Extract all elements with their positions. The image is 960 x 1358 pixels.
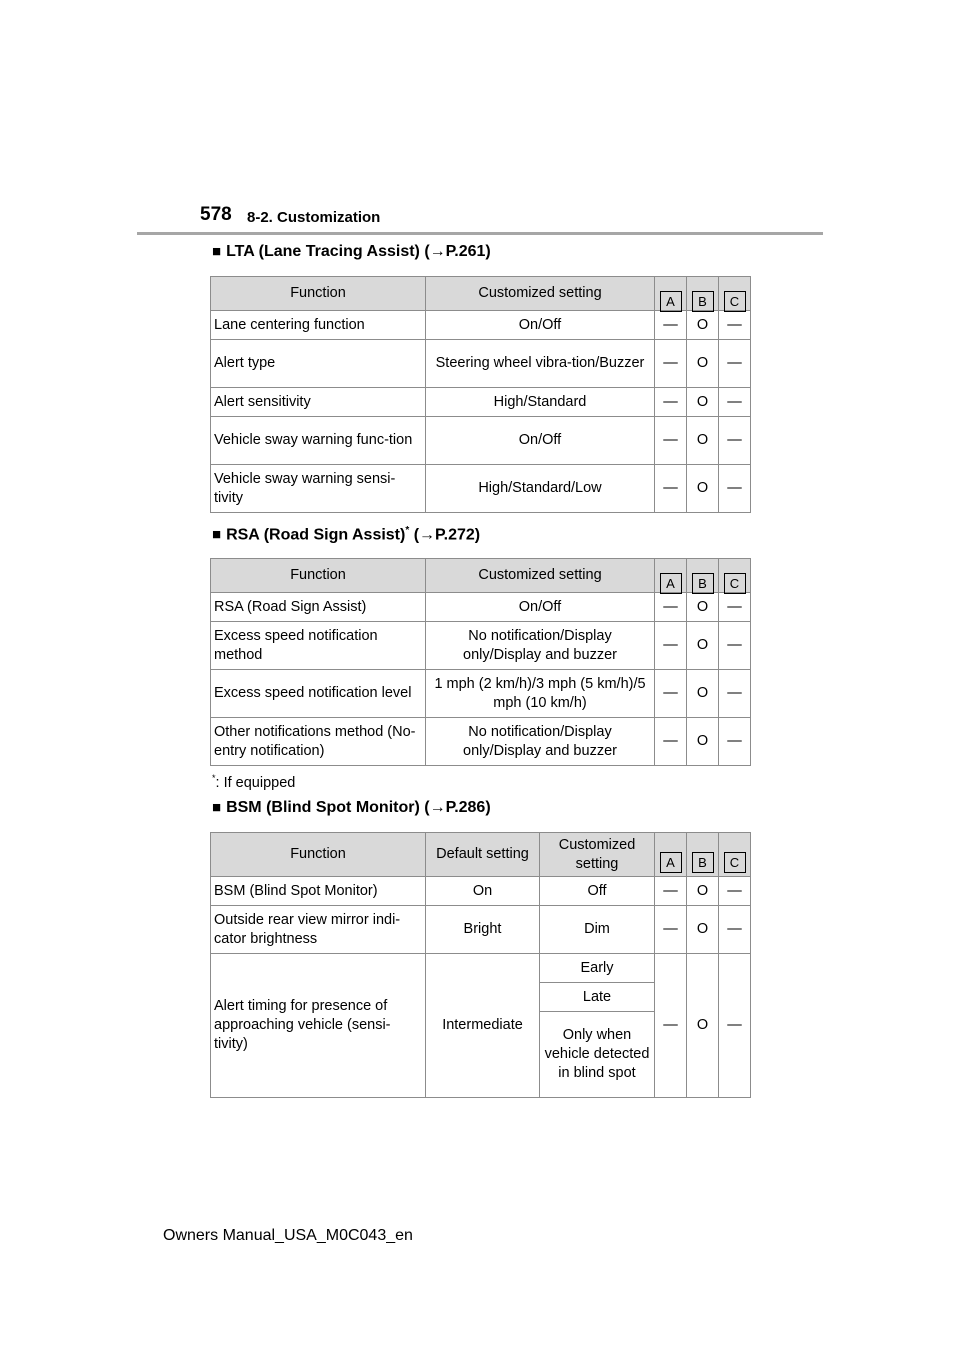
lta-section-title bbox=[212, 243, 491, 261]
square-bullet-icon: ■ bbox=[212, 526, 222, 544]
col-c: C bbox=[719, 833, 751, 877]
col-c: C bbox=[719, 559, 751, 593]
arrow-icon: → bbox=[429, 243, 446, 260]
footer-text: Owners Manual_USA_M0C043_en bbox=[163, 1227, 413, 1244]
table-row: Only when vehicle detected in blind spot bbox=[211, 1012, 751, 1098]
rsa-page-ref[interactable]: P.272) bbox=[435, 526, 481, 544]
bsm-page-ref[interactable]: P.286) bbox=[445, 799, 491, 816]
col-function: Function bbox=[211, 833, 426, 877]
col-customized-setting: Customized setting bbox=[426, 559, 655, 593]
table-row: BSM (Blind Spot Monitor) On Off — O — bbox=[211, 877, 751, 906]
footnote-star: * bbox=[212, 773, 216, 783]
rsa-title-text: RSA (Road Sign Assist) bbox=[226, 526, 406, 544]
header-rule bbox=[137, 232, 823, 235]
col-a: A bbox=[655, 559, 687, 593]
square-bullet-icon: ■ bbox=[212, 243, 222, 260]
col-c: C bbox=[719, 277, 751, 311]
col-a: A bbox=[655, 277, 687, 311]
page-number: 578 bbox=[200, 204, 232, 225]
table-row: Vehicle sway warning sensi-tivity High/Standard/Low — O — bbox=[211, 465, 751, 513]
arrow-icon: → bbox=[419, 526, 436, 544]
table-row: Late bbox=[211, 983, 751, 1012]
rsa-section-title bbox=[212, 525, 480, 544]
footnote-text: : If equipped bbox=[215, 774, 296, 791]
col-customized-setting: Customized setting bbox=[540, 833, 655, 877]
section-header: 8-2. Customization bbox=[247, 209, 381, 226]
col-b: B bbox=[687, 277, 719, 311]
col-customized-setting: Customized setting bbox=[426, 277, 655, 311]
table-row: RSA (Road Sign Assist) On/Off — O — bbox=[211, 593, 751, 622]
table-row: Vehicle sway warning func-tion On/Off — O — bbox=[211, 417, 751, 465]
arrow-icon: → bbox=[429, 799, 446, 816]
lta-table bbox=[210, 276, 751, 513]
col-default-setting: Default setting bbox=[426, 833, 540, 877]
table-row: Outside rear view mirror indi-cator brightness Bright Dim — O — bbox=[211, 906, 751, 954]
square-bullet-icon: ■ bbox=[212, 799, 222, 816]
lta-page-ref[interactable]: P.261) bbox=[445, 243, 491, 260]
bsm-title-text: BSM (Blind Spot Monitor) ( bbox=[226, 799, 430, 816]
col-function: Function bbox=[211, 277, 426, 311]
table-row: Excess speed notification method No notification/Display only/Display and buzzer — O — bbox=[211, 622, 751, 670]
lta-title-text: LTA (Lane Tracing Assist) ( bbox=[226, 243, 430, 260]
bsm-section-title bbox=[212, 799, 491, 817]
col-a: A bbox=[655, 833, 687, 877]
bsm-table bbox=[210, 832, 751, 1098]
table-row: Alert timing for presence of approaching vehicle (sensi-tivity) Intermediate Early — O — bbox=[211, 954, 751, 983]
rsa-open-paren: ( bbox=[409, 526, 420, 544]
rsa-table bbox=[210, 558, 751, 766]
footnote bbox=[212, 773, 295, 791]
table-row: Excess speed notification level 1 mph (2 km/h)/3 mph (5 km/h)/5 mph (10 km/h) — O — bbox=[211, 670, 751, 718]
footnote-marker: * bbox=[405, 525, 410, 536]
table-row: Other notifications method (No-entry notification) No notification/Display only/Display and buzzer — O — bbox=[211, 718, 751, 766]
col-b: B bbox=[687, 559, 719, 593]
table-row: Alert sensitivity High/Standard — O — bbox=[211, 388, 751, 417]
table-row: Alert type Steering wheel vibra-tion/Buzzer — O — bbox=[211, 340, 751, 388]
col-b: B bbox=[687, 833, 719, 877]
table-row: Lane centering function On/Off — O — bbox=[211, 311, 751, 340]
col-function: Function bbox=[211, 559, 426, 593]
